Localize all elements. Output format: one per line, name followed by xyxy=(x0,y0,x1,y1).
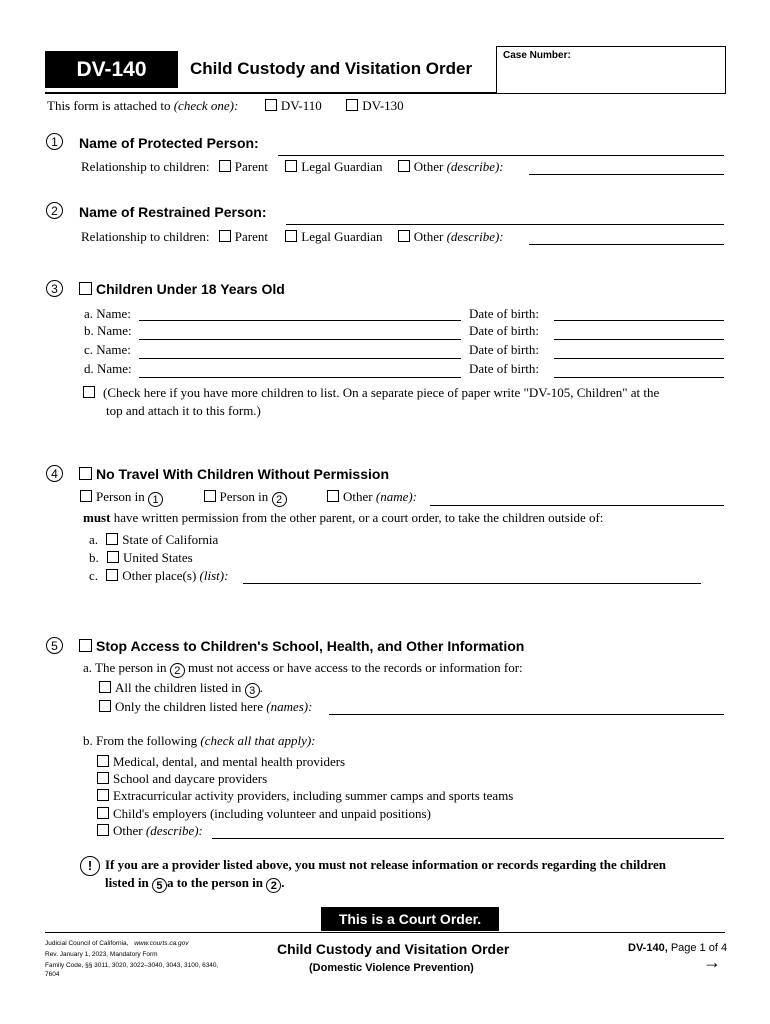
form-id-badge: DV-140 xyxy=(45,51,178,88)
s4-other-checkbox[interactable] xyxy=(327,490,339,502)
other-places-field[interactable] xyxy=(243,583,701,584)
child-dob-label-a: Date of birth: xyxy=(469,306,540,321)
dv130-checkbox[interactable] xyxy=(346,99,358,111)
s4-b-letter: b. xyxy=(89,550,99,565)
s4-must-rest: have written permission from the other parent, or a court order, to take the children outside of: xyxy=(113,510,604,525)
s2-parent-checkbox[interactable] xyxy=(219,230,231,242)
child-dob-label-c: Date of birth: xyxy=(469,342,540,357)
united-states-label: United States xyxy=(123,550,193,565)
footer-title: Child Custody and Visitation Order xyxy=(277,941,510,957)
s2-parent-label: Parent xyxy=(234,229,269,244)
section-2-title: Name of Restrained Person: xyxy=(79,204,267,220)
footer-page: Page 1 of 4 xyxy=(670,942,728,954)
dv130-label: DV-130 xyxy=(362,98,404,113)
warning-ref-5: 5 xyxy=(152,878,167,893)
no-travel-checkbox[interactable] xyxy=(79,467,92,480)
warning-mid: a to the person in xyxy=(166,875,264,890)
section-4-title-text: No Travel With Children Without Permission xyxy=(96,466,389,482)
s1-parent-label: Parent xyxy=(234,159,269,174)
s2-other-describe-field[interactable] xyxy=(529,244,724,245)
s5-only-children-row xyxy=(99,699,312,715)
provider-employers-checkbox[interactable] xyxy=(97,807,109,819)
s2-guardian-checkbox[interactable] xyxy=(285,230,297,242)
s1-guardian-checkbox[interactable] xyxy=(285,160,297,172)
warning-text-1: If you are a provider listed above, you must not release information or records regarding the children xyxy=(105,857,667,872)
provider-medical-checkbox[interactable] xyxy=(97,755,109,767)
s4-option-c xyxy=(89,568,228,584)
child-name-label-a: a. Name: xyxy=(84,306,131,321)
s5-a-pre: a. The person in xyxy=(83,660,167,675)
s5-b-pre: b. From the following xyxy=(83,733,198,748)
section-5-title xyxy=(79,638,524,654)
section-2-number: 2 xyxy=(46,202,63,219)
dv110-checkbox[interactable] xyxy=(265,99,277,111)
provider-other-row xyxy=(97,823,203,839)
footer-url: www.courts.ca.gov xyxy=(134,940,189,947)
s4-person2-checkbox[interactable] xyxy=(204,490,216,502)
s5-a-ref: 2 xyxy=(170,663,185,678)
only-children-names-field[interactable] xyxy=(329,714,724,715)
provider-extracurricular-checkbox[interactable] xyxy=(97,789,109,801)
s4-person-row xyxy=(80,489,417,507)
provider-school-row xyxy=(97,771,267,787)
s4-other-name-field[interactable] xyxy=(430,505,724,506)
s4-option-a xyxy=(89,532,218,548)
section-4-number: 4 xyxy=(46,465,63,482)
child-name-label-c: c. Name: xyxy=(84,342,131,357)
more-children-row xyxy=(83,385,659,401)
provider-extracurricular-label: Extracurricular activity providers, including summer camps and sports teams xyxy=(113,788,514,803)
section-1-number: 1 xyxy=(46,133,63,150)
s4-a-letter: a. xyxy=(89,532,99,547)
s2-guardian-label: Legal Guardian xyxy=(301,229,383,244)
child-dob-label-b: Date of birth: xyxy=(469,323,540,338)
child-name-field-d[interactable] xyxy=(139,377,461,378)
footer-code-1: Family Code, §§ 3011, 3020, 3022–3040, 3043, 3100, 6340, xyxy=(45,962,219,969)
s2-rel-label: Relationship to children: xyxy=(81,229,210,244)
children-checkbox[interactable] xyxy=(79,282,92,295)
dv110-label: DV-110 xyxy=(280,98,322,113)
provider-employers-row xyxy=(97,806,431,822)
child-name-field-c[interactable] xyxy=(139,358,461,359)
only-children-checkbox[interactable] xyxy=(99,700,111,712)
footer-form-id: DV-140, xyxy=(628,942,668,954)
provider-school-checkbox[interactable] xyxy=(97,772,109,784)
s1-guardian-label: Legal Guardian xyxy=(301,159,383,174)
only-children-hint: (names): xyxy=(266,699,313,714)
more-children-text-2: top and attach it to this form.) xyxy=(106,403,261,418)
provider-other-label: Other xyxy=(113,823,143,838)
restrained-person-name-field[interactable] xyxy=(286,224,724,225)
next-page-arrow-icon[interactable]: → xyxy=(703,952,721,972)
section-1-title: Name of Protected Person: xyxy=(79,135,259,151)
only-children-label: Only the children listed here xyxy=(115,699,264,714)
s2-other-checkbox[interactable] xyxy=(398,230,410,242)
section-5-number: 5 xyxy=(46,637,63,654)
provider-school-label: School and daycare providers xyxy=(113,771,268,786)
provider-other-checkbox[interactable] xyxy=(97,824,109,836)
all-children-end: . xyxy=(259,680,263,695)
s2-other-label: Other xyxy=(413,229,444,244)
warning-text-2-row xyxy=(105,875,285,893)
section-3-title xyxy=(79,281,285,297)
provider-employers-label: Child's employers (including volunteer and unpaid positions) xyxy=(113,806,431,821)
other-places-hint: (list): xyxy=(199,568,229,583)
s4-name-hint: (name): xyxy=(375,489,418,504)
warning-icon: ! xyxy=(80,856,100,876)
s5-all-children-row xyxy=(99,680,263,698)
child-dob-field-d[interactable] xyxy=(554,377,724,378)
other-places-label: Other place(s) xyxy=(122,568,197,583)
s1-describe-hint: (describe): xyxy=(446,159,504,174)
s4-ref-1: 1 xyxy=(148,492,163,507)
case-number-label: Case Number: xyxy=(503,50,571,61)
footer-subtitle: (Domestic Violence Prevention) xyxy=(309,962,474,974)
child-dob-label-d: Date of birth: xyxy=(469,361,540,376)
provider-extracurricular-row xyxy=(97,788,513,804)
attached-row xyxy=(47,98,404,114)
child-dob-field-a[interactable] xyxy=(554,320,724,321)
s4-c-letter: c. xyxy=(89,568,99,583)
child-name-field-b[interactable] xyxy=(139,339,461,340)
s1-other-label: Other xyxy=(413,159,444,174)
all-children-label: All the children listed in xyxy=(115,680,242,695)
more-children-checkbox[interactable] xyxy=(83,386,95,398)
child-dob-field-b[interactable] xyxy=(554,339,724,340)
s1-other-checkbox[interactable] xyxy=(398,160,410,172)
s5-b-row xyxy=(83,733,316,749)
all-children-checkbox[interactable] xyxy=(99,681,111,693)
united-states-checkbox[interactable] xyxy=(107,551,119,563)
child-name-label-d: d. Name: xyxy=(84,361,132,376)
provider-medical-label: Medical, dental, and mental health providers xyxy=(113,754,346,769)
footer-council-row xyxy=(45,940,188,947)
provider-other-hint: (describe): xyxy=(145,823,203,838)
footer-council: Judicial Council of California, xyxy=(45,940,129,947)
attached-hint: (check one): xyxy=(173,98,239,113)
footer-rev: Rev. January 1, 2023, Mandatory Form xyxy=(45,951,158,958)
s2-relationship-row xyxy=(81,229,504,245)
footer-rule xyxy=(45,932,725,933)
footer-code-2: 7604 xyxy=(45,971,60,978)
state-of-california-label: State of California xyxy=(122,532,219,547)
form-title: Child Custody and Visitation Order xyxy=(190,59,473,78)
all-children-ref: 3 xyxy=(245,683,260,698)
s4-must-row xyxy=(83,510,603,526)
s1-parent-checkbox[interactable] xyxy=(219,160,231,172)
s5-b-hint: (check all that apply): xyxy=(200,733,316,748)
warning-end: . xyxy=(281,875,285,890)
s4-person1-label: Person in xyxy=(96,489,145,504)
section-4-title xyxy=(79,466,389,482)
section-5-title-text: Stop Access to Children's School, Health, and Other Information xyxy=(96,638,525,654)
section-3-number: 3 xyxy=(46,280,63,297)
provider-other-field[interactable] xyxy=(212,838,724,839)
attached-label: This form is attached to xyxy=(47,98,171,113)
child-name-field-a[interactable] xyxy=(139,320,461,321)
protected-person-name-field[interactable] xyxy=(278,155,724,156)
child-name-label-b: b. Name: xyxy=(84,323,132,338)
s4-must: must xyxy=(83,510,111,525)
other-places-checkbox[interactable] xyxy=(106,569,118,581)
child-dob-field-c[interactable] xyxy=(554,358,724,359)
s4-person1-checkbox[interactable] xyxy=(80,490,92,502)
s4-ref-2: 2 xyxy=(272,492,287,507)
header-rule xyxy=(45,92,497,94)
state-of-california-checkbox[interactable] xyxy=(106,533,118,545)
stop-access-checkbox[interactable] xyxy=(79,639,92,652)
s1-other-describe-field[interactable] xyxy=(529,174,724,175)
s4-other-label: Other xyxy=(343,489,373,504)
s4-option-b xyxy=(89,550,193,566)
s4-person2-label: Person in xyxy=(219,489,269,504)
provider-medical-row xyxy=(97,754,345,770)
warning-ref-2: 2 xyxy=(266,878,281,893)
more-children-text-1: (Check here if you have more children to list. On a separate piece of paper write "DV-105, Children" at the xyxy=(103,385,660,400)
section-3-title-text: Children Under 18 Years Old xyxy=(96,281,285,297)
s1-relationship-row xyxy=(81,159,504,175)
warning-pre: listed in xyxy=(105,875,149,890)
s5-a-row xyxy=(83,660,523,678)
s1-rel-label: Relationship to children: xyxy=(81,159,210,174)
s5-a-post: must not access or have access to the records or information for: xyxy=(188,660,523,675)
court-order-banner: This is a Court Order. xyxy=(321,907,499,931)
s2-describe-hint: (describe): xyxy=(446,229,504,244)
